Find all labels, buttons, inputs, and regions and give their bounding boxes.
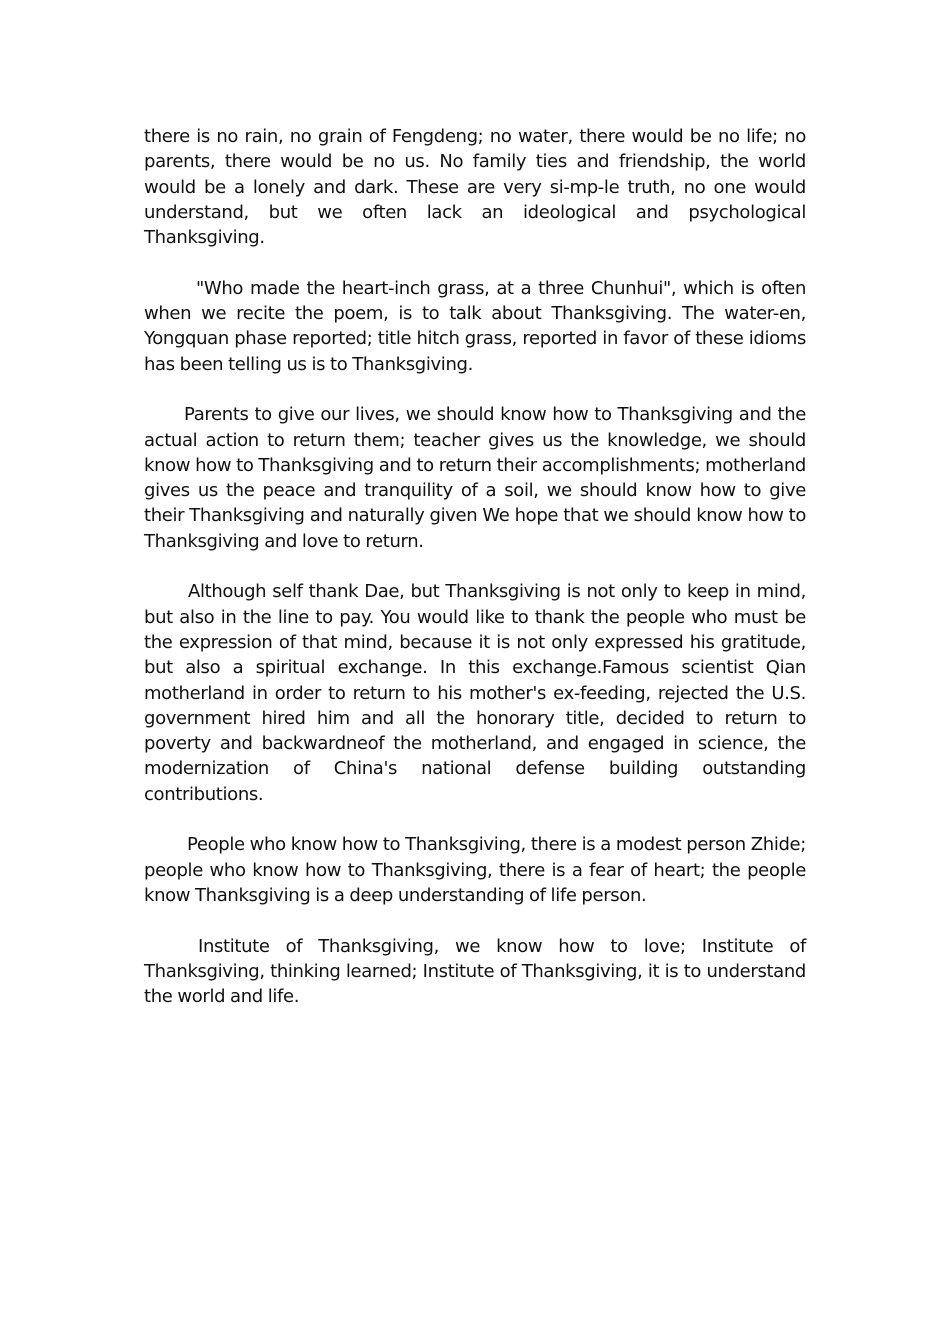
paragraph-3: Parents to give our lives, we should know how to Thanksgiving and the actual action to return them; teacher gives us the knowledge, we should know how to Thanksgiving and to return their accomplishments; motherland gives us the peace and tranquility of a soil, we should know how to give their Thanksgiving and naturally given We hope that we should know how to Thanksgiving and love to return.	[144, 404, 806, 552]
paragraph-4: Although self thank Dae, but Thanksgiving is not only to keep in mind, but also in the line to pay. You would like to thank the people who must be the expression of that mind, because it is not only expressed his gratitude, but also a spiritual exchange. In this exchange.Famous scientist Qian motherland in order to return to his mother's ex-feeding, rejected the U.S. government hired him and all the honorary title, decided to return to poverty and backwardneof the motherland, and engaged in science, the modernization of China's national defense building outstanding contributions.	[144, 581, 806, 805]
document-body	[144, 124, 806, 1035]
paragraph-2: "Who made the heart-inch grass, at a three Chunhui", which is often when we recite the poem, is to talk about Thanksgiving. The water-en, Yongquan phase reported; title hitch grass, reported in favor of these idioms has been telling us is to Thanksgiving.	[144, 277, 806, 375]
paragraph-6: Institute of Thanksgiving, we know how to love; Institute of Thanksgiving, thinking learned; Institute of Thanksgiving, it is to understand the world and life.	[144, 935, 806, 1008]
paragraph-1: there is no rain, no grain of Fengdeng; no water, there would be no life; no parents, there would be no us. No family ties and friendship, the world would be a lonely and dark. These are very si-mp-le truth, no one would understand, but we often lack an ideological and psychological Thanksgiving.	[144, 126, 806, 249]
paragraph-5: People who know how to Thanksgiving, there is a modest person Zhide; people who know how to Thanksgiving, there is a fear of heart; the people know Thanksgiving is a deep understanding of life person.	[144, 834, 806, 906]
